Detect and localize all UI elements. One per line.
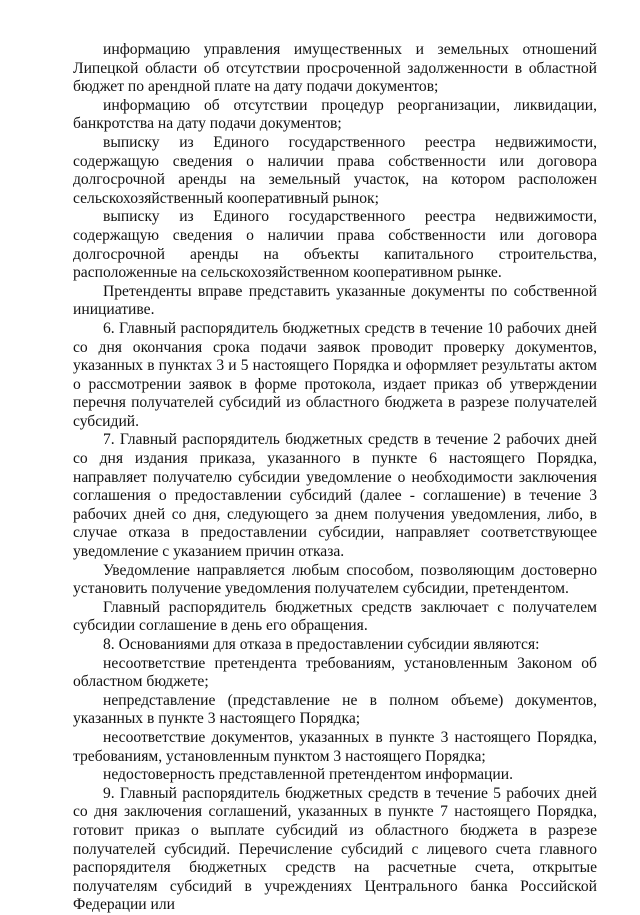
paragraph-refusal-reason-1: несоответствие претендента требованиям, установленным Законом об областном бюджете; — [73, 654, 597, 691]
paragraph-own-initiative: Претенденты вправе представить указанные документы по собственной инициативе. — [73, 282, 597, 319]
paragraph-building-registry-extract: выписку из Единого государственного реестра недвижимости, содержащую сведения о наличии права собственности или договора долгосрочной аренды на объекты капитального строительства, расположенные на сельскохозяйственном кооперативном рынке. — [73, 208, 597, 282]
paragraph-item-9: 9. Главный распорядитель бюджетных средств в течение 5 рабочих дней со дня заключения соглашений, указанных в пункте 7 настоящего Порядка, готовит приказ о выплате субсидий из областного бюджета в разрезе получателей субсидий. Перечисление субсидий с лицевого счета главного распорядителя бюджетных средств на расчетные счета, открытые получателям субсидий в учреждениях Центрального банка Российской Федерации или — [73, 784, 597, 914]
paragraph-notification-method: Уведомление направляется любым способом, позволяющим достоверно установить получение уведомления получателем субсидии, претендентом. — [73, 561, 597, 598]
paragraph-item-7: 7. Главный распорядитель бюджетных средств в течение 2 рабочих дней со дня издания приказа, указанного в пункте 6 настоящего Порядка, направляет получателю субсидии уведомление о необходимости заключения соглашения о предоставлении субсидий (далее - соглашение) в течение 3 рабочих дней со дня, следующего за днем получения уведомления, либо, в случае отказа в предоставлении субсидии, направляет соответствующее уведомление с указанием причин отказа. — [73, 431, 597, 561]
paragraph-refusal-reason-3: несоответствие документов, указанных в пункте 3 настоящего Порядка, требованиям, установленным пунктом 3 настоящего Порядка; — [73, 728, 597, 765]
paragraph-item-8: 8. Основаниями для отказа в предоставлении субсидии являются: — [103, 636, 540, 653]
paragraph-item-6: 6. Главный распорядитель бюджетных средств в течение 10 рабочих дней со дня окончания срока подачи заявок проводит проверку документов, указанных в пунктах 3 и 5 настоящего Порядка и оформляет результаты актом о рассмотрении заявок в форме протокола, издает приказ об утверждении перечня получателей субсидий из областного бюджета в разрезе получателей субсидий. — [73, 319, 597, 430]
paragraph-refusal-reason-4: недостоверность представленной претендентом информации. — [103, 766, 513, 784]
paragraph-reorganization-info: информацию об отсутствии процедур реорганизации, ликвидации, банкротства на дату подачи документов; — [73, 96, 597, 133]
paragraph-land-registry-extract: выписку из Единого государственного реестра недвижимости, содержащую сведения о наличии права собственности или договора долгосрочной аренды на земельный участок, на котором расположен сельскохозяйственный кооперативный рынок; — [73, 133, 597, 207]
document-page — [73, 41, 597, 915]
paragraph-agreement-conclusion: Главный распорядитель бюджетных средств заключает с получателем субсидии соглашение в день его обращения. — [73, 598, 597, 635]
paragraph-land-debt-info: информацию управления имущественных и земельных отношений Липецкой области об отсутствии просроченной задолженности в областной бюджет по арендной плате на дату подачи документов; — [73, 41, 597, 96]
paragraph-refusal-reason-2: непредставление (представление не в полном объеме) документов, указанных в пункте 3 настоящего Порядка; — [73, 691, 597, 728]
